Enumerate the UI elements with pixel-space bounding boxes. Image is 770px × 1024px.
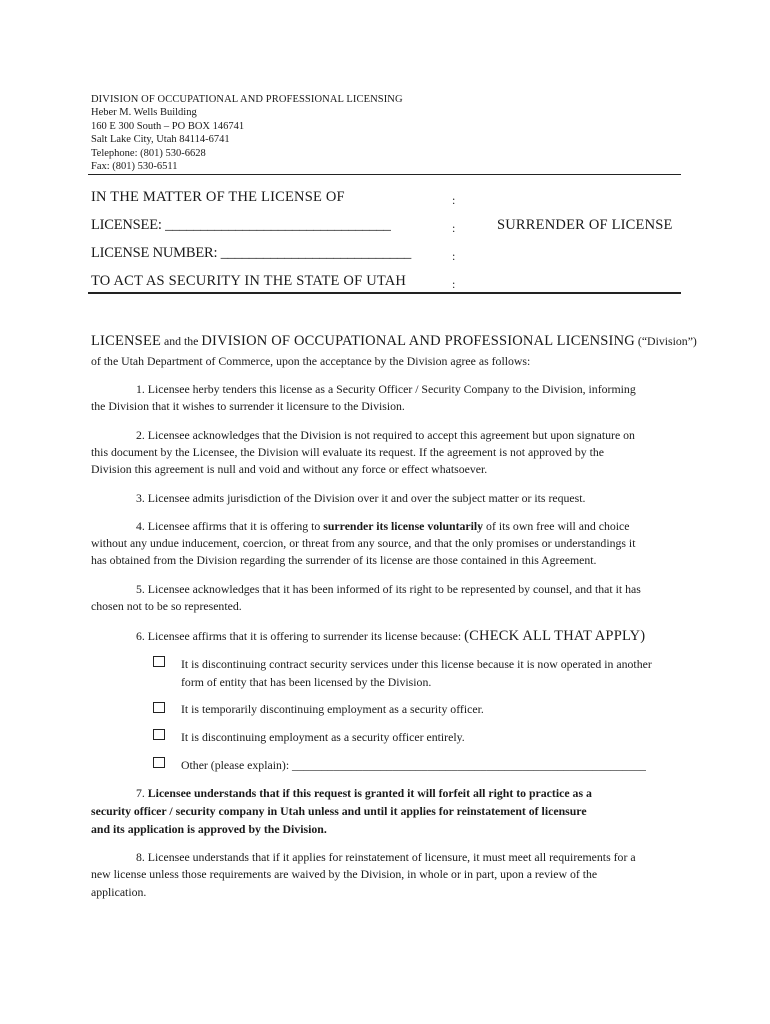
para-7-text-2: security officer / security company in Utah unless and until it applies for reinstatement of licensure (91, 804, 587, 818)
option-2-checkbox[interactable] (153, 702, 165, 713)
para-4-emphasis: surrender its license voluntarily (323, 519, 484, 533)
para-7-line-1 (136, 785, 592, 802)
para-1-line-1: 1. Licensee herby tenders this license as a Security Officer / Security Company to the Division, informing (136, 382, 636, 396)
para-4-text-a: 4. Licensee affirms that it is offering to (136, 519, 324, 533)
caption-colon-2: : (452, 221, 456, 235)
intro-and-the: and the (161, 334, 202, 348)
para-8-line-3: application. (91, 885, 147, 899)
caption-matter: IN THE MATTER OF THE LICENSE OF (91, 189, 345, 205)
caption-licensee: LICENSEE: ________________________________ (91, 217, 391, 233)
option-4-checkbox[interactable] (153, 757, 165, 768)
agency-name: DIVISION OF OCCUPATIONAL AND PROFESSIONAL LICENSING (91, 94, 403, 105)
option-3-checkbox[interactable] (153, 729, 165, 740)
para-6-text: 6. Licensee affirms that it is offering to surrender its license because: (136, 629, 465, 643)
intro-line-1 (91, 333, 697, 350)
para-2-line-1: 2. Licensee acknowledges that the Division is not required to accept this agreement but upon signature on (136, 428, 635, 442)
caption-colon-4: : (452, 277, 456, 291)
para-5-line-1: 5. Licensee acknowledges that it has been informed of its right to be represented by counsel, and that it has (136, 582, 641, 596)
caption-colon-3: : (452, 249, 456, 263)
option-1-checkbox[interactable] (153, 656, 165, 667)
option-3-text: It is discontinuing employment as a security officer entirely. (181, 730, 465, 744)
para-2-line-3: Division this agreement is null and void and without any force or effect whatsoever. (91, 462, 488, 476)
city-address: Salt Lake City, Utah 84114-6741 (91, 134, 230, 146)
intro-division: DIVISION OF OCCUPATIONAL AND PROFESSIONAL LICENSING (201, 333, 635, 349)
para-4-text-c: of its own free will and choice (483, 519, 630, 533)
para-7-number: 7. (136, 786, 148, 800)
para-7-line-2 (91, 803, 587, 820)
para-6-line-1 (136, 628, 645, 645)
telephone: Telephone: (801) 530-6628 (91, 147, 206, 159)
para-4-line-2: without any undue inducement, coercion, or threat from any source, and that the only promises or understandings it (91, 536, 636, 550)
fax: Fax: (801) 530-6511 (91, 161, 178, 173)
para-5-line-2: chosen not to be so represented. (91, 599, 242, 613)
option-4-text: Other (please explain): ____________________________________________________________ (181, 758, 646, 772)
caption-top-rule (88, 174, 681, 175)
building-name: Heber M. Wells Building (91, 107, 197, 119)
para-7-line-3 (91, 821, 327, 838)
option-1-line-2: form of entity that has been licensed by the Division. (181, 675, 432, 689)
para-7-text-3: and its application is approved by the Division. (91, 822, 327, 836)
caption-license-number: LICENSE NUMBER: ___________________________ (91, 245, 412, 261)
para-7-text-1: Licensee understands that if this request is granted it will forfeit all right to practice as a (147, 786, 592, 800)
caption-security: TO ACT AS SECURITY IN THE STATE OF UTAH (91, 273, 407, 289)
check-all-instruction: (CHECK ALL THAT APPLY) (464, 628, 646, 644)
option-1-line-1: It is discontinuing contract security services under this license because it is now operated in another (181, 657, 652, 671)
para-4-line-1 (136, 518, 630, 535)
para-8-line-2: new license unless those requirements are waived by the Division, in whole or in part, upon a review of the (91, 867, 598, 881)
intro-division-short: (“Division”) (634, 334, 697, 348)
caption-colon-1: : (452, 193, 456, 207)
intro-line-2: of the Utah Department of Commerce, upon the acceptance by the Division agree as follows: (91, 354, 531, 368)
intro-licensee: LICENSEE (91, 333, 162, 349)
para-8-line-1: 8. Licensee understands that if it applies for reinstatement of licensure, it must meet all requirements for a (136, 850, 636, 864)
caption-title: SURRENDER OF LICENSE (497, 217, 673, 233)
option-2-text: It is temporarily discontinuing employment as a security officer. (181, 702, 484, 716)
para-2-line-2: this document by the Licensee, the Division will evaluate its request. If the agreement is not approved by the (91, 445, 605, 459)
street-address: 160 E 300 South – PO BOX 146741 (91, 120, 245, 132)
letterhead (91, 93, 403, 173)
para-4-line-3: has obtained from the Division regarding the surrender of its license are those contained in this Agreement. (91, 553, 597, 567)
caption-bottom-rule (88, 292, 681, 294)
para-3-line-1: 3. Licensee admits jurisdiction of the Division over it and over the subject matter or its request. (136, 491, 586, 505)
para-1-line-2: the Division that it wishes to surrender it licensure to the Division. (91, 399, 405, 413)
